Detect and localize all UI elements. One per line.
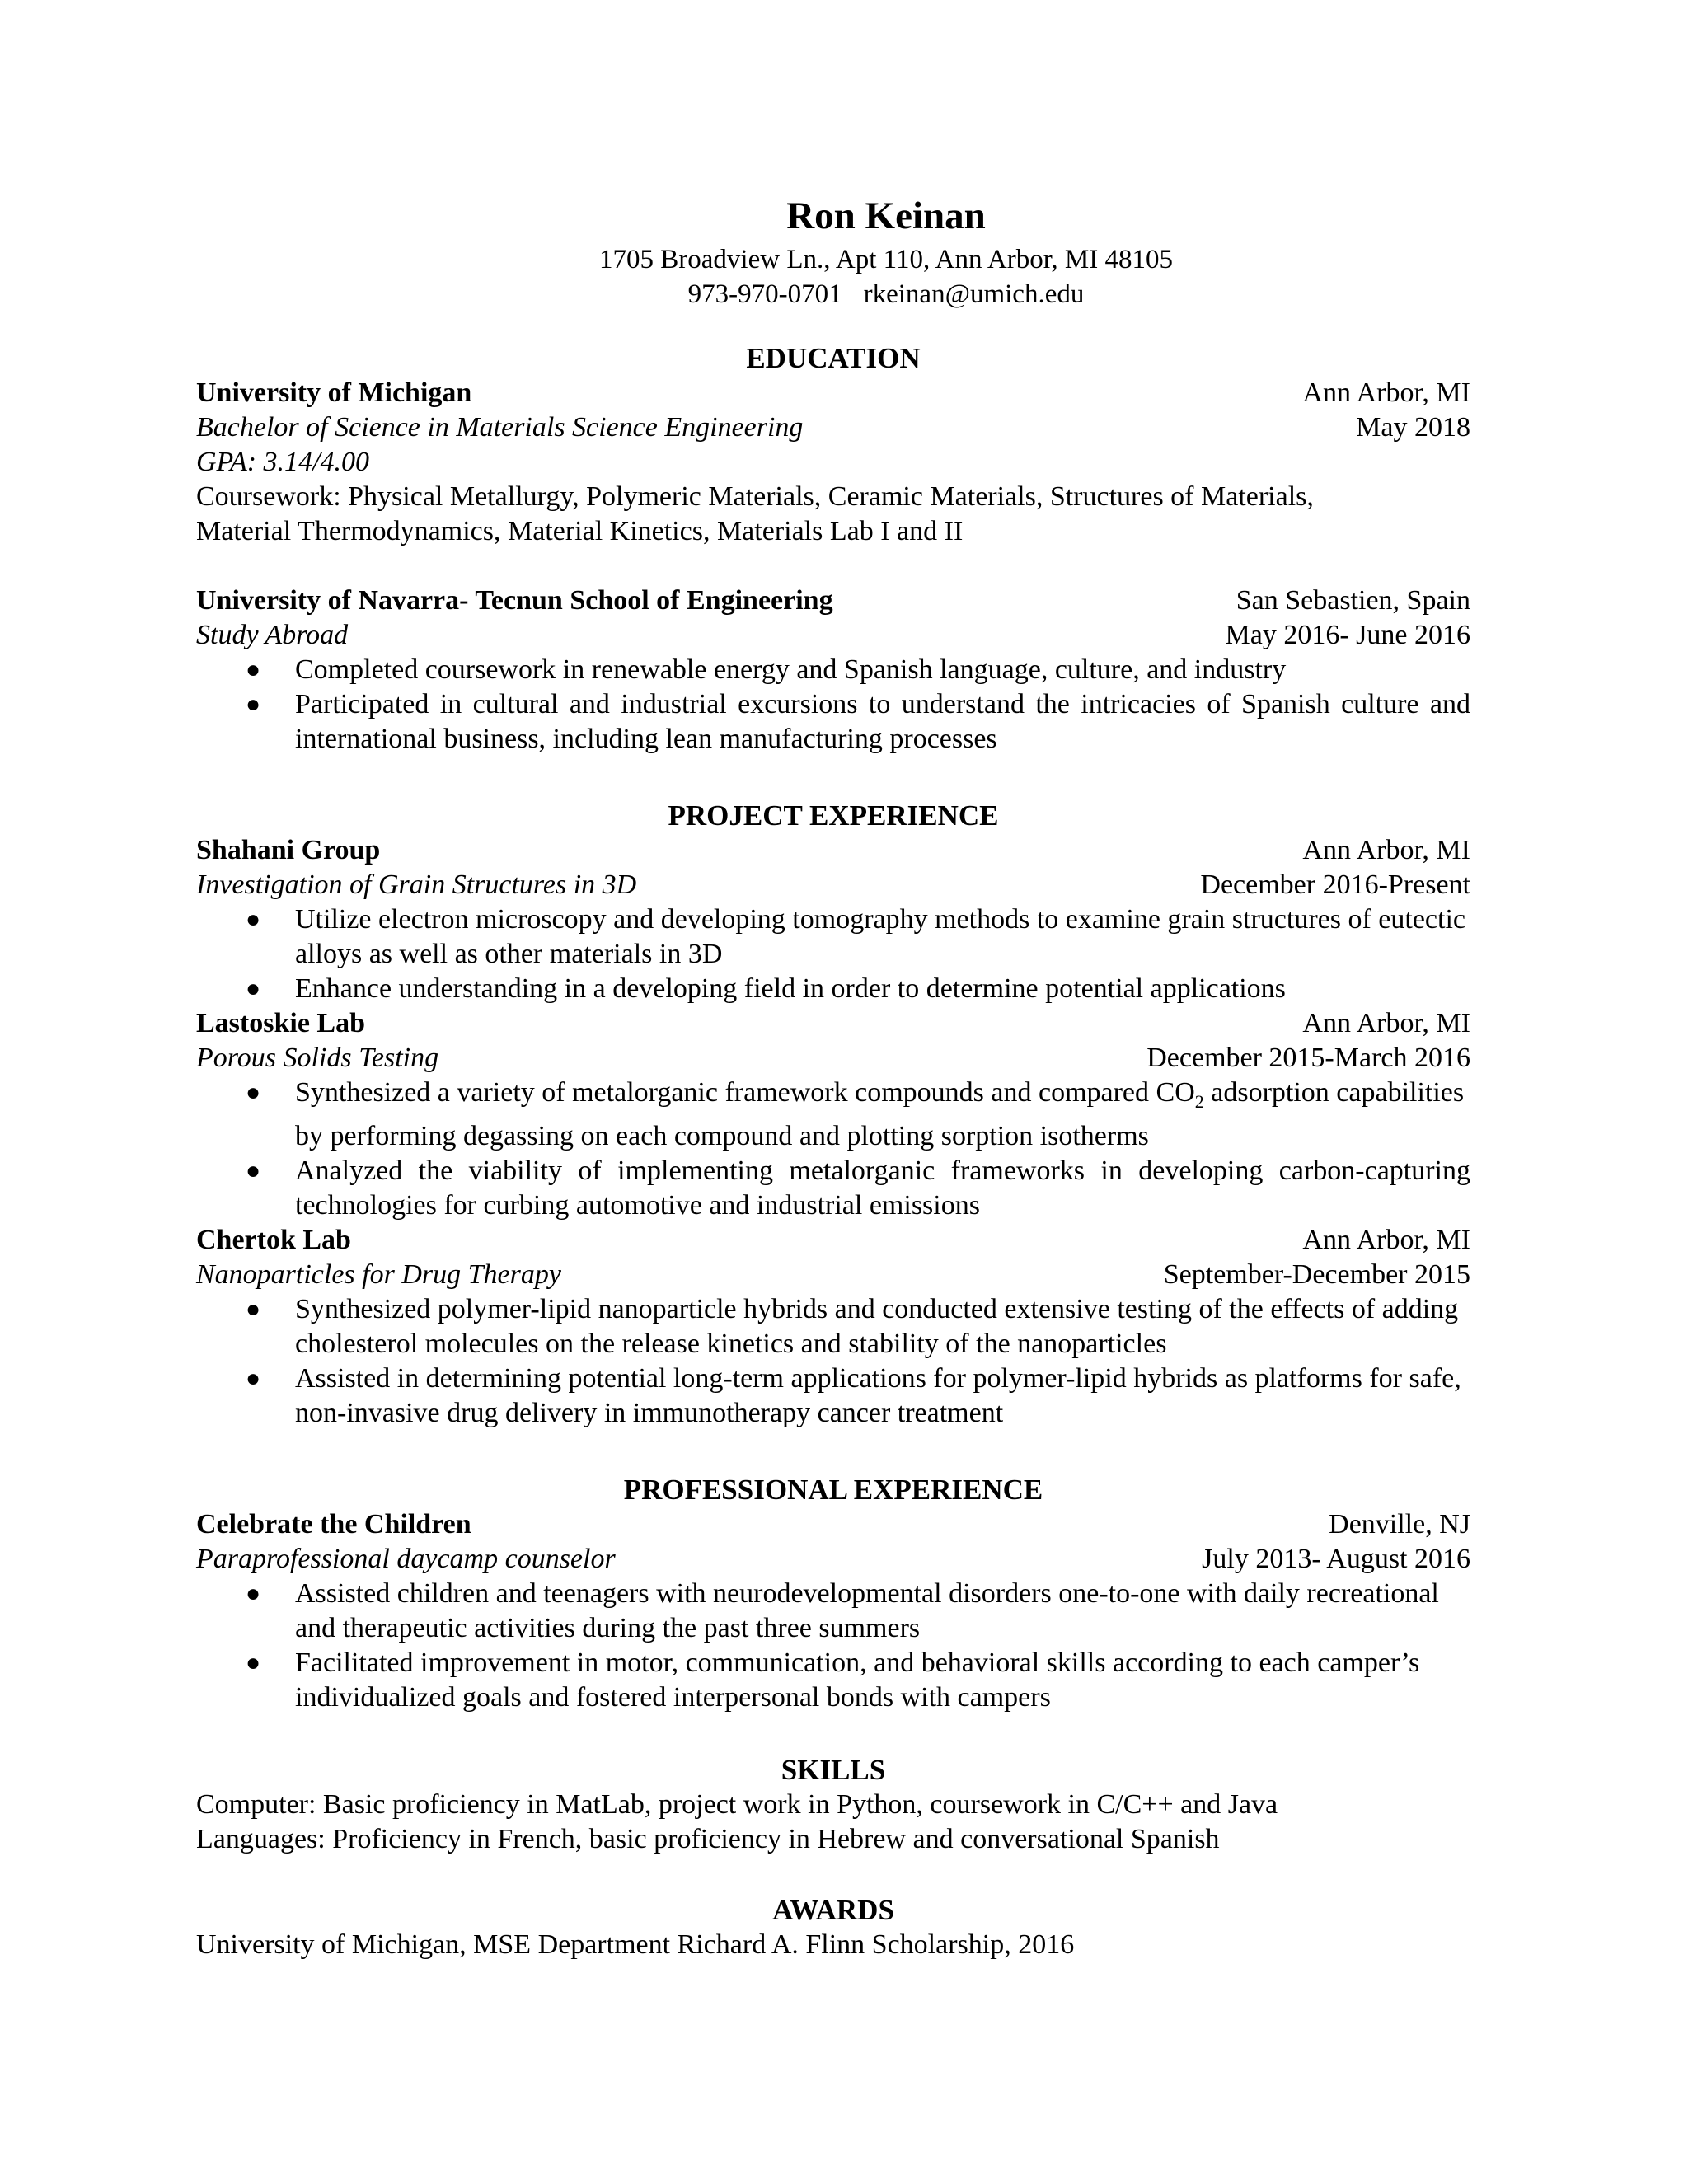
entry-bullets xyxy=(196,1292,1470,1431)
school-name: University of Navarra- Tecnun School of Engineering xyxy=(196,585,833,616)
coursework-line-2: Material Thermodynamics, Material Kinetics, Materials Lab I and II xyxy=(196,516,964,546)
school-location: San Sebastien, Spain xyxy=(1236,585,1470,616)
skills-languages: Languages: Proficiency in French, basic proficiency in Hebrew and conversational Spanish xyxy=(196,1824,1220,1854)
entry-location: Ann Arbor, MI xyxy=(1302,1224,1470,1255)
candidate-name: Ron Keinan xyxy=(786,194,986,237)
navarra-bullets xyxy=(196,653,1470,757)
skills-section xyxy=(196,1753,1470,1857)
school-location: Ann Arbor, MI xyxy=(1302,377,1470,408)
entry-title: Investigation of Grain Structures in 3D xyxy=(196,869,637,900)
contact-email[interactable]: rkeinan@umich.edu xyxy=(863,279,1085,309)
list-item: ● Completed coursework in renewable energy and Spanish language, culture, and industry xyxy=(196,653,1470,687)
bullet-icon: ● xyxy=(246,1079,261,1106)
education-heading: EDUCATION xyxy=(746,342,921,374)
list-item: ● Enhance understanding in a developing field in order to determine potential applications xyxy=(196,972,1470,1006)
contact-line xyxy=(0,277,1688,312)
award-item: University of Michigan, MSE Department Richard A. Flinn Scholarship, 2016 xyxy=(196,1929,1075,1960)
bullet-icon: ● xyxy=(246,906,261,933)
entry-header-row xyxy=(196,1223,1470,1258)
bullet-icon: ● xyxy=(246,1364,261,1392)
bullet-icon: ● xyxy=(246,1649,261,1676)
list-item: ● Synthesized polymer-lipid nanoparticle hybrids and conducted extensive testing of the effects of adding cholesterol molecules on the release kinetics and stability of the nanoparticles xyxy=(246,1293,1459,1359)
program-title: Study Abroad xyxy=(196,620,349,650)
bullet-icon: ● xyxy=(246,691,261,718)
bullet-icon: ● xyxy=(246,1295,261,1323)
list-item: ● Utilize electron microscopy and developing tomography methods to examine grain structures of eutectic alloys as well as other materials in 3D xyxy=(246,904,1465,969)
entry-location: Ann Arbor, MI xyxy=(1302,835,1470,865)
contact-address: 1705 Broadview Ln., Apt 110, Ann Arbor, MI 48105 xyxy=(599,245,1173,274)
list-item: ● Assisted in determining potential long-term applications for polymer-lipid hybrids as platforms for safe, non-invasive drug delivery in immunotherapy cancer treatment xyxy=(246,1362,1461,1428)
bullet-icon: ● xyxy=(246,656,261,683)
entry-date: December 2016-Present xyxy=(1200,869,1470,900)
entry-org: Shahani Group xyxy=(196,835,381,865)
education-navarra-row xyxy=(196,583,1470,618)
skills-computer: Computer: Basic proficiency in MatLab, project work in Python, coursework in C/C++ and Java xyxy=(196,1789,1278,1820)
entry-date: July 2013- August 2016 xyxy=(1202,1544,1470,1574)
school-name: University of Michigan xyxy=(196,377,472,408)
degree-row xyxy=(196,410,1470,445)
awards-section xyxy=(196,1893,1470,1962)
entry-title-row xyxy=(196,1258,1470,1292)
entry-date: December 2015-March 2016 xyxy=(1146,1043,1470,1073)
bullet-icon: ● xyxy=(246,1580,261,1607)
entry-title-row xyxy=(196,1041,1470,1076)
entry-org: Celebrate the Children xyxy=(196,1509,471,1540)
entry-title-row xyxy=(196,868,1470,902)
degree-date: May 2018 xyxy=(1356,412,1470,443)
awards-heading: AWARDS xyxy=(772,1894,894,1926)
entry-date: September-December 2015 xyxy=(1163,1258,1470,1290)
entry-bullets xyxy=(196,902,1470,1006)
project-experience-section xyxy=(196,799,1470,1431)
entry-title: Paraprofessional daycamp counselor xyxy=(196,1544,616,1574)
entry-header-row xyxy=(196,1507,1470,1542)
professional-experience-section xyxy=(196,1473,1470,1715)
entry-header-row xyxy=(196,833,1470,868)
entry-header-row xyxy=(196,1006,1470,1041)
entry-location: Ann Arbor, MI xyxy=(1302,1008,1470,1038)
project-experience-heading: PROJECT EXPERIENCE xyxy=(668,799,999,832)
list-item: ● Participated in cultural and industrial excursions to understand the intricacies of Spanish culture and international business, including lean manufacturing processes xyxy=(246,689,1470,754)
entry-bullets xyxy=(196,1076,1470,1223)
entry-title: Porous Solids Testing xyxy=(196,1043,439,1073)
professional-experience-heading: PROFESSIONAL EXPERIENCE xyxy=(623,1474,1043,1506)
entry-location: Denville, NJ xyxy=(1329,1509,1470,1540)
entry-org: Lastoskie Lab xyxy=(196,1008,365,1038)
gpa: GPA: 3.14/4.00 xyxy=(196,447,369,477)
program-row xyxy=(196,618,1470,653)
education-umich-row xyxy=(196,376,1470,410)
entry-title-row xyxy=(196,1542,1470,1577)
skills-heading: SKILLS xyxy=(781,1754,886,1786)
bullet-icon: ● xyxy=(246,1156,261,1184)
degree-title: Bachelor of Science in Materials Science Engineering xyxy=(196,412,804,443)
entry-org: Chertok Lab xyxy=(196,1224,351,1255)
entry-bullets xyxy=(196,1577,1470,1715)
education-section xyxy=(196,341,1470,757)
coursework-line-1: Coursework: Physical Metallurgy, Polymeric Materials, Ceramic Materials, Structures of Materials, xyxy=(196,481,1314,512)
contact-phone: 973-970-0701 xyxy=(687,279,842,309)
entry-title: Nanoparticles for Drug Therapy xyxy=(196,1258,561,1290)
list-item: ● Synthesized a variety of metalorganic framework compounds and compared $CO_2$ adsorption capabilities by performing degassing on each compound and plotting sorption isotherms xyxy=(246,1077,1465,1151)
list-item: ● Analyzed the viability of implementing metalorganic frameworks in developing carbon-capturing technologies for curbing automotive and industrial emissions xyxy=(246,1155,1470,1221)
list-item: ● Assisted children and teenagers with neurodevelopmental disorders one-to-one with daily recreational and therapeutic activities during the past three summers xyxy=(246,1578,1439,1643)
list-item: ● Facilitated improvement in motor, communication, and behavioral skills according to each camper’s individualized goals and fostered interpersonal bonds with campers xyxy=(246,1647,1420,1713)
bullet-icon: ● xyxy=(246,975,261,1002)
program-date: May 2016- June 2016 xyxy=(1225,620,1470,650)
